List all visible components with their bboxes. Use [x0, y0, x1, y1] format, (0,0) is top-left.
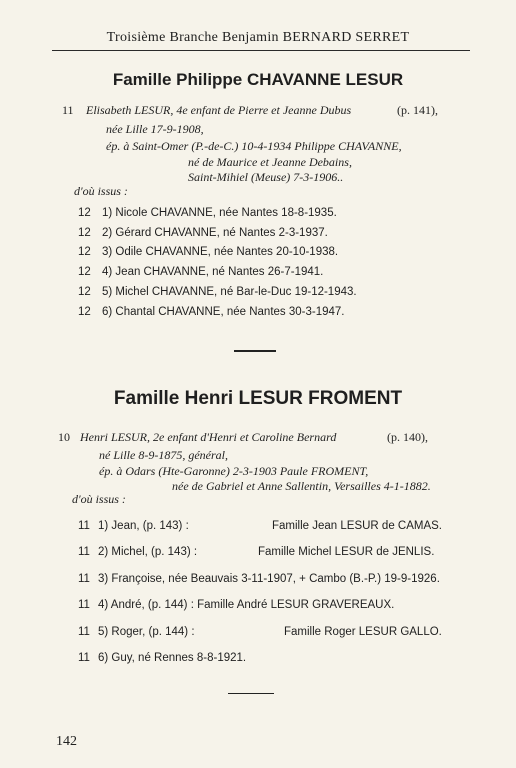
child-entry: 4) Jean CHAVANNE, né Nantes 26-7-1941. [102, 266, 324, 278]
child-entry: 4) André, (p. 144) : Famille André LESUR GRAVEREAUX. [98, 599, 395, 611]
child-entry: 6) Guy, né Rennes 8-8-1921. [98, 652, 247, 664]
running-head: Troisième Branche Benjamin BERNARD SERRET [106, 30, 410, 45]
entry-line: Elisabeth LESUR, 4e enfant de Pierre et Jeanne Dubus [86, 103, 352, 117]
child-generation: 12 [78, 286, 91, 298]
family-title: Famille Henri LESUR FROMENT [113, 388, 403, 409]
entry-line: ép. à Odars (Hte-Garonne) 2-3-1903 Paule FROMENT, [99, 464, 369, 478]
page-number: 142 [56, 734, 77, 749]
child-entry: 3) Odile CHAVANNE, née Nantes 20-10-1938. [102, 246, 339, 258]
child-entry: 1) Nicole CHAVANNE, née Nantes 18-8-1935. [102, 207, 337, 219]
entry-line: Henri LESUR, 2e enfant d'Henri et Caroline Bernard [80, 430, 337, 444]
entry-line: ép. à Saint-Omer (P.-de-C.) 10-4-1934 Philippe CHAVANNE, [106, 139, 402, 153]
child-generation: 11 [78, 520, 90, 532]
entry-line: née de Gabriel et Anne Sallentin, Versailles 4-1-1882. [172, 479, 431, 493]
header-rule [52, 50, 470, 51]
child-generation: 11 [78, 626, 90, 638]
child-generation: 12 [78, 306, 91, 318]
child-entry: 2) Gérard CHAVANNE, né Nantes 2-3-1937. [102, 227, 328, 239]
child-family-ref: Famille Michel LESUR de JENLIS. [258, 546, 435, 558]
entry-generation: 11 [62, 103, 74, 117]
child-generation: 11 [78, 652, 90, 664]
child-generation: 12 [78, 227, 91, 239]
child-entry: 6) Chantal CHAVANNE, née Nantes 30-3-1947. [102, 306, 345, 318]
entry-page-ref: (p. 141), [397, 103, 438, 117]
child-entry: 5) Michel CHAVANNE, né Bar-le-Duc 19-12-1943. [102, 286, 357, 298]
section-separator [234, 350, 276, 352]
issus-label: d'où issus : [74, 184, 128, 198]
entry-page-ref: (p. 140), [387, 430, 428, 444]
child-entry: 5) Roger, (p. 144) : [98, 626, 195, 638]
entry-generation: 10 [58, 430, 70, 444]
issus-label: d'où issus : [72, 492, 126, 506]
entry-line: né Lille 8-9-1875, général, [99, 448, 228, 462]
family-title: Famille Philippe CHAVANNE LESUR [112, 70, 404, 89]
child-generation: 11 [78, 546, 90, 558]
child-family-ref: Famille Jean LESUR de CAMAS. [272, 520, 443, 532]
section-separator [228, 693, 274, 694]
child-generation: 12 [78, 207, 91, 219]
child-family-ref: Famille Roger LESUR GALLO. [284, 626, 442, 638]
child-entry: 2) Michel, (p. 143) : [98, 546, 198, 558]
entry-line: Saint-Mihiel (Meuse) 7-3-1906.. [188, 170, 344, 184]
child-entry: 1) Jean, (p. 143) : [98, 520, 189, 532]
child-generation: 12 [78, 246, 91, 258]
child-generation: 12 [78, 266, 91, 278]
child-generation: 11 [78, 599, 90, 611]
child-generation: 11 [78, 573, 90, 585]
entry-line: né de Maurice et Jeanne Debains, [188, 155, 352, 169]
entry-line: née Lille 17-9-1908, [106, 122, 204, 136]
child-entry: 3) Françoise, née Beauvais 3-11-1907, + Cambo (B.-P.) 19-9-1926. [98, 573, 440, 585]
